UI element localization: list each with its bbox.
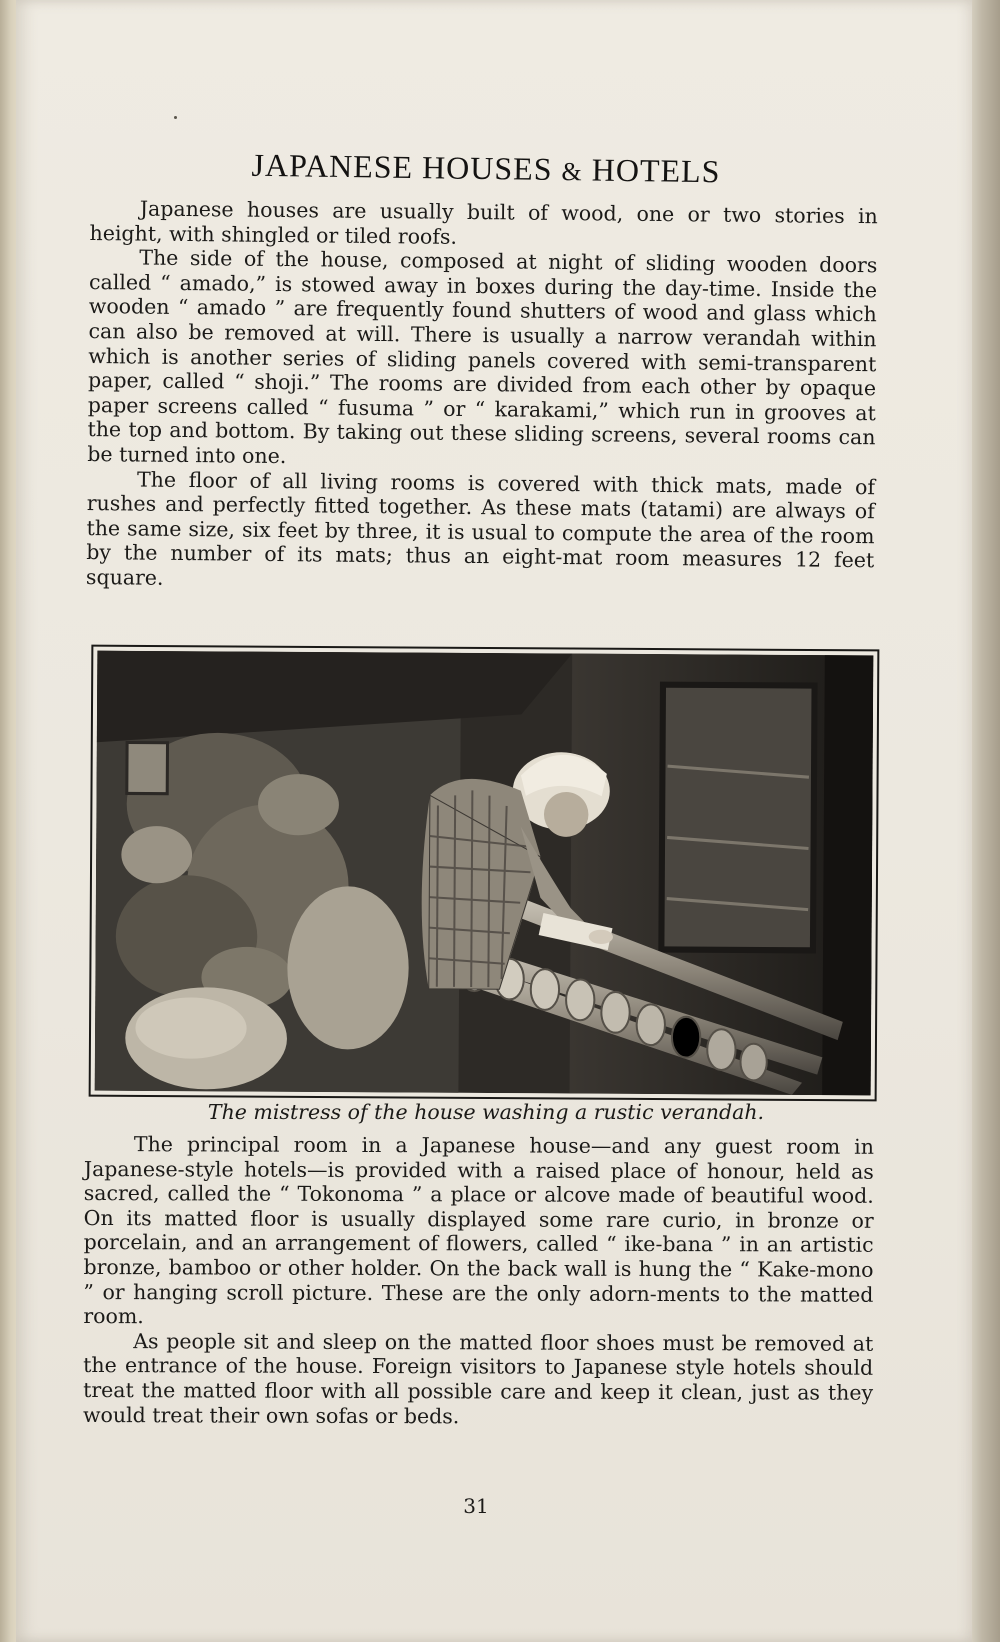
page-number: 31 xyxy=(463,1494,489,1518)
paper-speck xyxy=(174,116,177,119)
photo-caption: The mistress of the house washing a rustic verandah. xyxy=(207,1100,765,1124)
page-title xyxy=(196,146,776,191)
body-text-top xyxy=(86,196,878,598)
book-page-edges xyxy=(970,0,1000,1642)
title-main: JAPANESE HOUSES xyxy=(251,146,562,188)
paragraph: The side of the house, composed at night of sliding wooden doors called “ amado,” is stowed away in boxes during the day-time. Inside the wooden “ amado ” are frequently found shutters of wood and glass which can also be removed at will. There is usually a narrow verandah within which is another series of sliding panels covered with semi-transparent paper, called “ shoji.” The rooms are divided from each other by opaque paper screens called “ fusuma ” or “ karakami,” which run in grooves at the top and bottom. By taking out these sliding screens, several rooms can be turned into one. xyxy=(87,245,878,469)
paragraph: The principal room in a Japanese house—and any guest room in Japanese-style hotels—is provided with a raised place of honour, held as sacred, called the “ Tokonoma ” a place or alcove made of beautiful wood. On its matted floor is usually displayed some rare curio, in bronze or porcelain, and an arrangement of flowers, called “ ike-bana ” in an artistic bronze, bamboo or other holder. On the back wall is hung the “ Kake-mono ” or hanging scroll picture. These are the only adorn-ments to the matted room. xyxy=(83,1132,874,1329)
paragraph: As people sit and sleep on the matted floor shoes must be removed at the entrance of the house. Foreign visitors to Japanese style hotels should treat the matted floor with all possible care and keep it clean, just as they would treat their own sofas or beds. xyxy=(82,1328,874,1428)
verandah-photograph xyxy=(95,651,874,1096)
photograph-frame xyxy=(89,645,880,1102)
book-page xyxy=(16,0,972,1642)
body-text-bottom xyxy=(83,1132,874,1430)
paragraph: Japanese houses are usually built of wood, one or two stories in height, with shingled or tiled roofs. xyxy=(89,196,878,249)
paragraph: The floor of all living rooms is covered with thick mats, made of rushes and perfectly fitted together. As these mats (tatami) are always of the same size, six feet by three, it is usual to compute the area of the room by the number of its mats; thus an eight-mat room measures 12 feet square. xyxy=(85,467,876,590)
title-end: HOTELS xyxy=(582,151,721,190)
title-ampersand: & xyxy=(561,157,583,187)
